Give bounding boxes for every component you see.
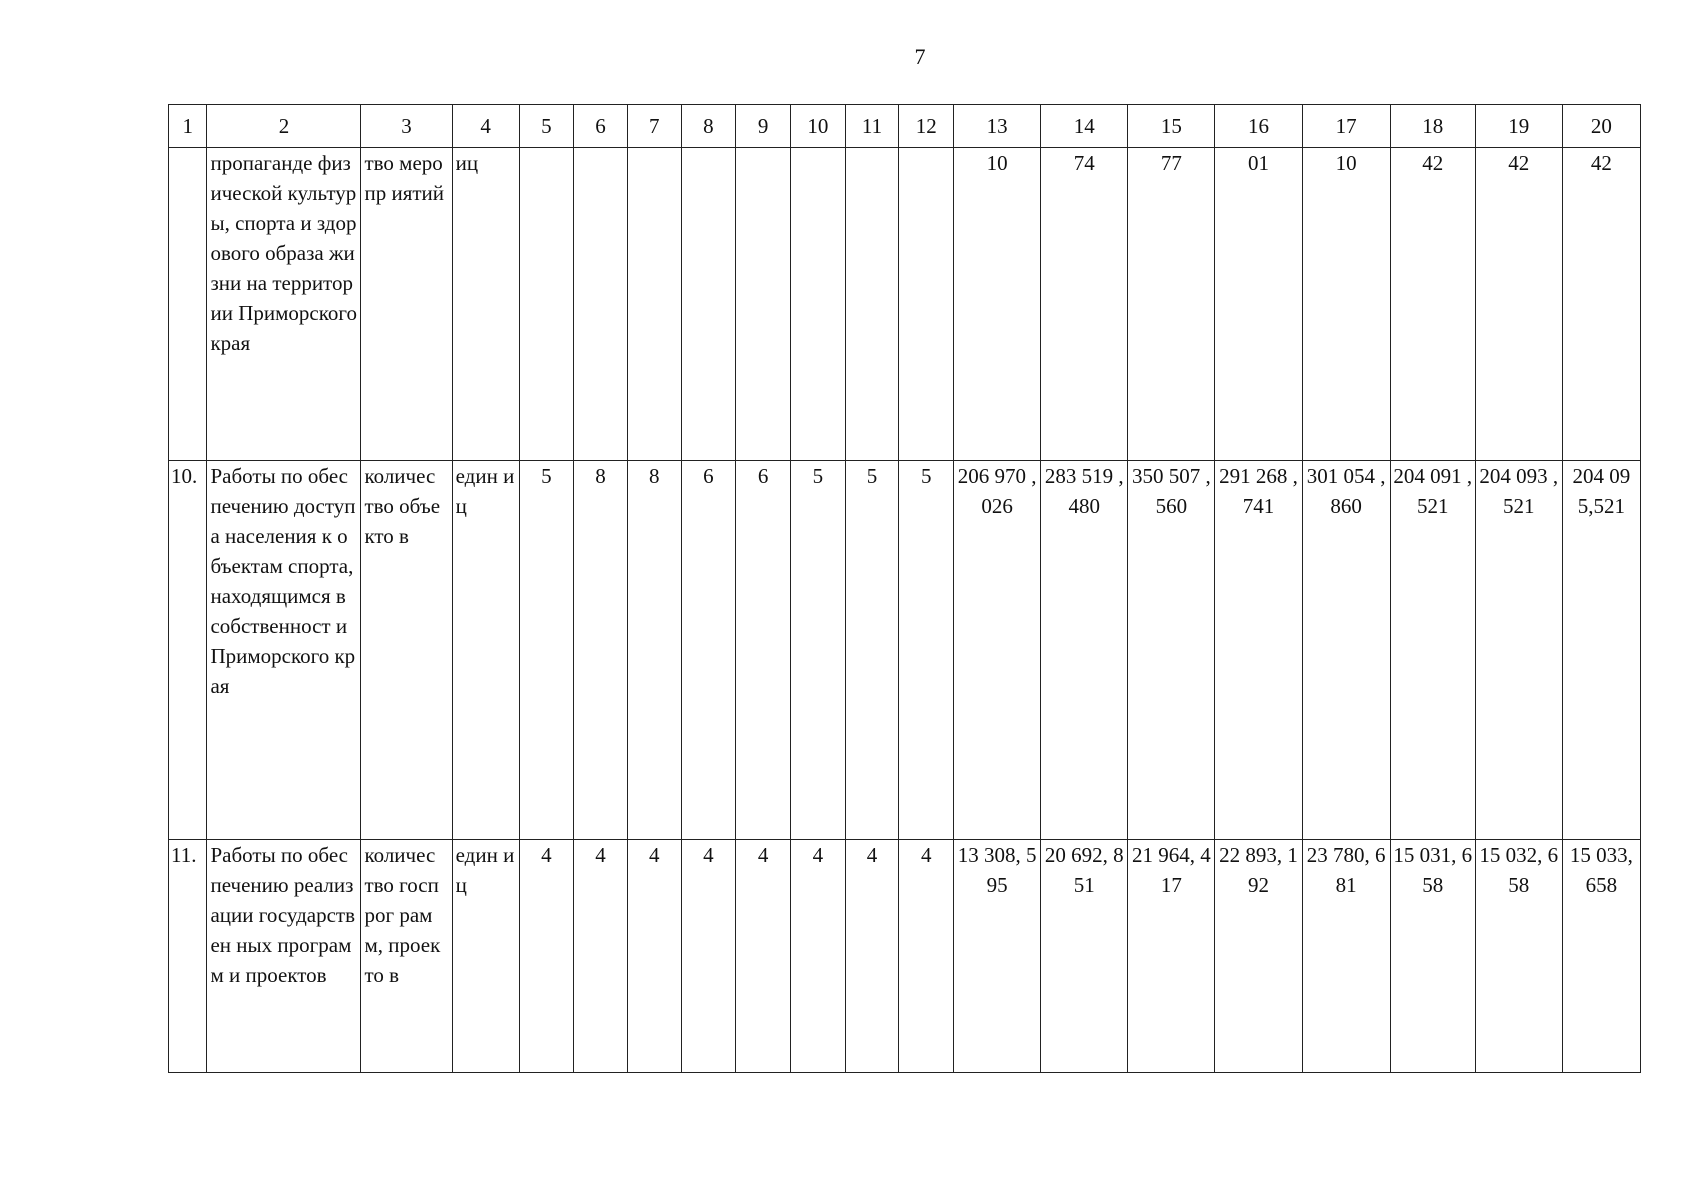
header-cell: 8: [681, 105, 736, 148]
header-row: [169, 105, 1641, 148]
header-cell: 3: [361, 105, 452, 148]
amount-cell: 204 09 5,521: [1562, 461, 1640, 840]
value-cell: 6: [681, 461, 736, 840]
work-name-cell: пропаганде физической культуры, спорта и здорового образа жизни на территории Приморского края: [207, 148, 361, 461]
header-cell: 19: [1475, 105, 1562, 148]
value-cell: [574, 148, 628, 461]
amount-cell: 206 970 ,026: [954, 461, 1041, 840]
row-number-cell: 10.: [169, 461, 207, 840]
header-cell: 1: [169, 105, 207, 148]
table-row: [169, 840, 1641, 1073]
value-cell: 6: [736, 461, 791, 840]
header-cell: 14: [1041, 105, 1128, 148]
row-number-cell: 11.: [169, 840, 207, 1073]
unit-cell: един иц: [452, 461, 519, 840]
amount-cell: 301 054 ,860: [1302, 461, 1390, 840]
value-cell: 4: [845, 840, 899, 1073]
amount-cell: 74: [1041, 148, 1128, 461]
amount-cell: 13 308, 595: [954, 840, 1041, 1073]
header-cell: 11: [845, 105, 899, 148]
header-cell: 9: [736, 105, 791, 148]
value-cell: [519, 148, 574, 461]
work-name-cell: Работы по обеспечению реализации государствен ных программ и проектов: [207, 840, 361, 1073]
amount-cell: 23 780, 681: [1302, 840, 1390, 1073]
amount-cell: 204 093 ,521: [1475, 461, 1562, 840]
amount-cell: 204 091 ,521: [1390, 461, 1475, 840]
header-cell: 2: [207, 105, 361, 148]
row-number-cell: [169, 148, 207, 461]
amount-cell: 21 964, 417: [1128, 840, 1215, 1073]
amount-cell: 01: [1215, 148, 1302, 461]
value-cell: 4: [574, 840, 628, 1073]
value-cell: [681, 148, 736, 461]
amount-cell: 10: [1302, 148, 1390, 461]
value-cell: 4: [627, 840, 681, 1073]
amount-cell: 291 268 ,741: [1215, 461, 1302, 840]
header-cell: 13: [954, 105, 1041, 148]
page-number: 7: [914, 44, 926, 69]
header-cell: 4: [452, 105, 519, 148]
amount-cell: 42: [1562, 148, 1640, 461]
value-cell: 5: [899, 461, 954, 840]
header-cell: 15: [1128, 105, 1215, 148]
table-row: [169, 148, 1641, 461]
amount-cell: 15 032, 658: [1475, 840, 1562, 1073]
amount-cell: 350 507 ,560: [1128, 461, 1215, 840]
indicator-cell: количес тво госпрог рамм, проекто в: [361, 840, 452, 1073]
value-cell: 4: [899, 840, 954, 1073]
value-cell: [845, 148, 899, 461]
unit-cell: един иц: [452, 840, 519, 1073]
header-cell: 16: [1215, 105, 1302, 148]
value-cell: 8: [627, 461, 681, 840]
amount-cell: 10: [954, 148, 1041, 461]
header-cell: 18: [1390, 105, 1475, 148]
work-name-cell: Работы по обеспечению доступа населения к объектам спорта, находящимся в собственност и Приморского края: [207, 461, 361, 840]
value-cell: 5: [845, 461, 899, 840]
header-cell: 10: [790, 105, 845, 148]
indicator-cell: количес тво объекто в: [361, 461, 452, 840]
value-cell: 4: [519, 840, 574, 1073]
data-table: [168, 104, 1641, 1073]
amount-cell: 22 893, 192: [1215, 840, 1302, 1073]
value-cell: [736, 148, 791, 461]
header-cell: 5: [519, 105, 574, 148]
header-cell: 7: [627, 105, 681, 148]
amount-cell: 42: [1475, 148, 1562, 461]
value-cell: [899, 148, 954, 461]
amount-cell: 15 033, 658: [1562, 840, 1640, 1073]
header-cell: 6: [574, 105, 628, 148]
amount-cell: 283 519 ,480: [1041, 461, 1128, 840]
header-cell: 12: [899, 105, 954, 148]
value-cell: 4: [681, 840, 736, 1073]
value-cell: 8: [574, 461, 628, 840]
header-cell: 20: [1562, 105, 1640, 148]
indicator-cell: тво меропр иятий: [361, 148, 452, 461]
amount-cell: 77: [1128, 148, 1215, 461]
value-cell: 5: [519, 461, 574, 840]
value-cell: [627, 148, 681, 461]
header-cell: 17: [1302, 105, 1390, 148]
table-row: [169, 461, 1641, 840]
value-cell: 4: [736, 840, 791, 1073]
amount-cell: 20 692, 851: [1041, 840, 1128, 1073]
amount-cell: 42: [1390, 148, 1475, 461]
amount-cell: 15 031, 658: [1390, 840, 1475, 1073]
unit-cell: иц: [452, 148, 519, 461]
value-cell: 4: [790, 840, 845, 1073]
value-cell: 5: [790, 461, 845, 840]
value-cell: [790, 148, 845, 461]
